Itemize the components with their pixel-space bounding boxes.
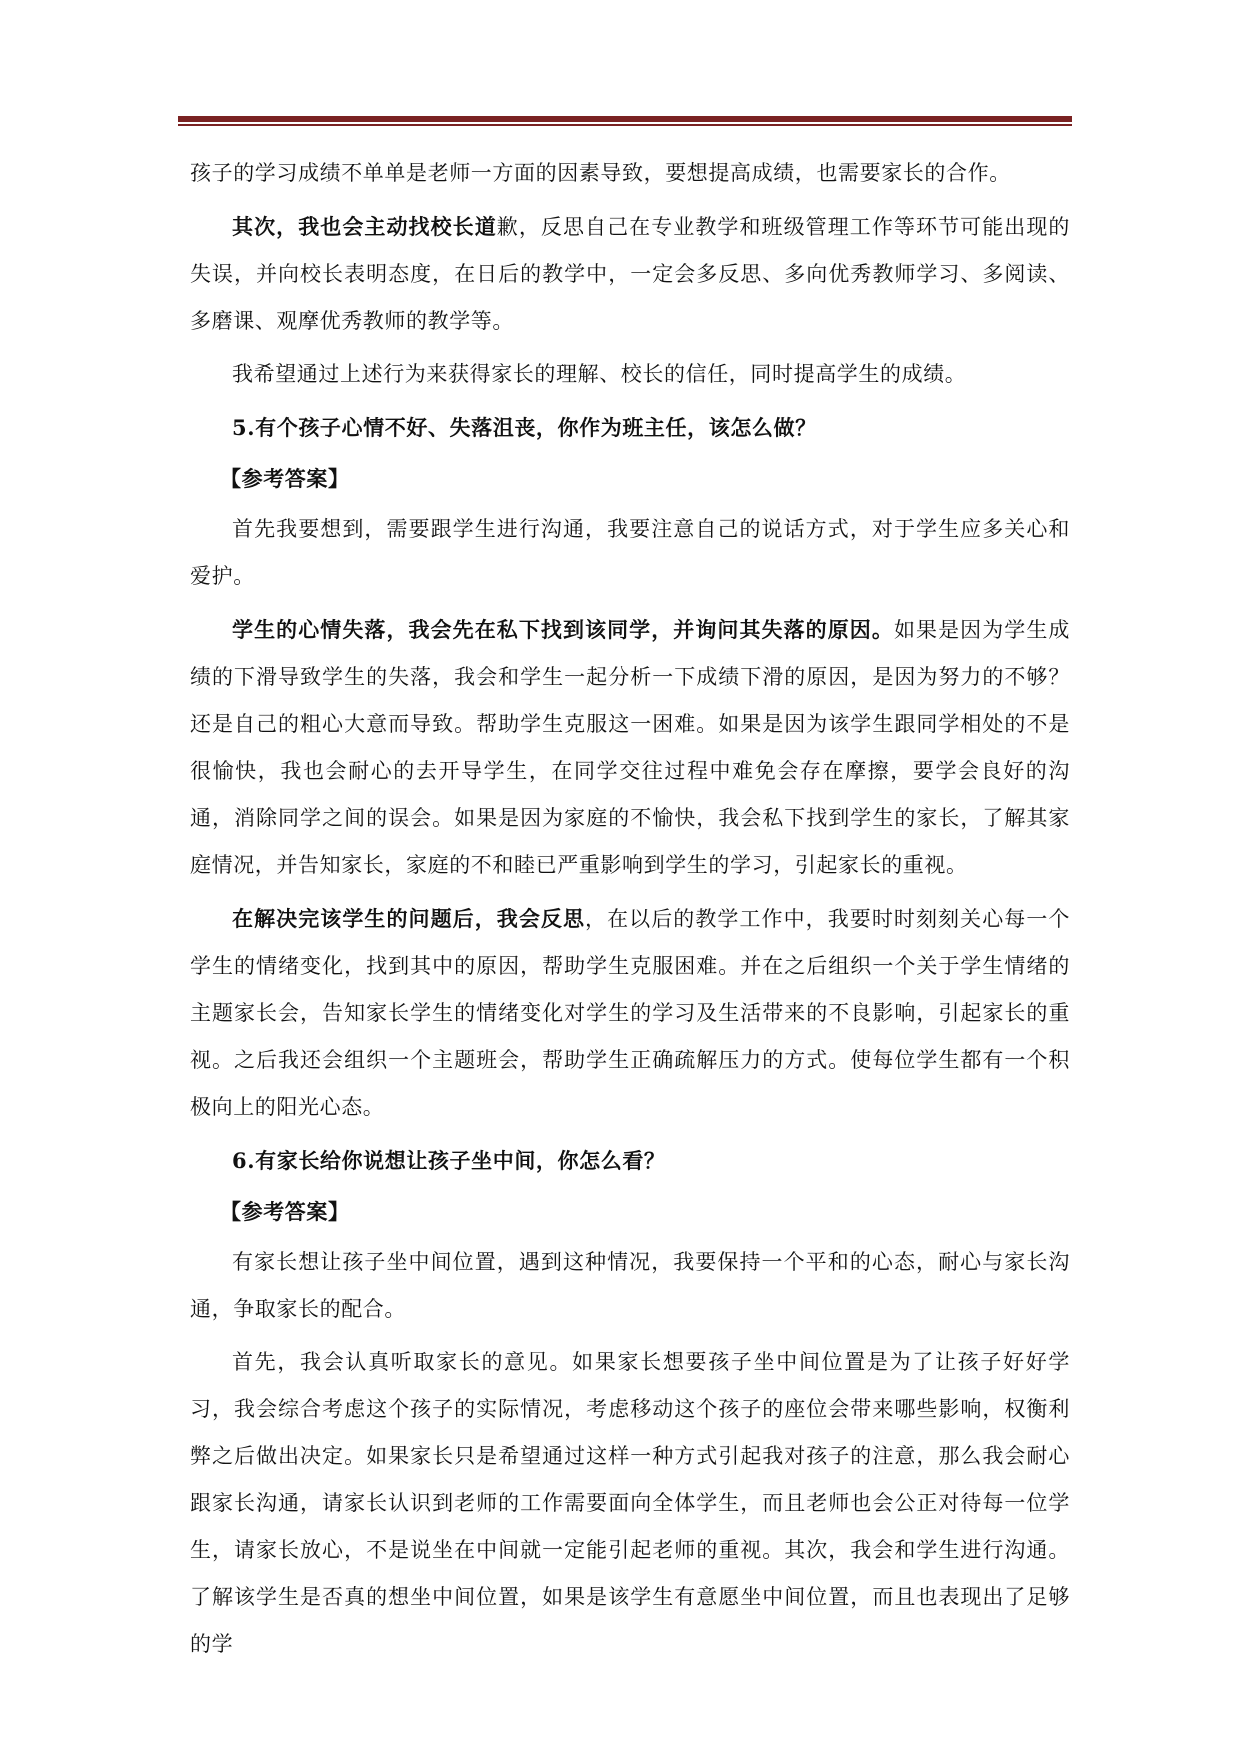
question-5-paragraph-1: 首先我要想到，需要跟学生进行沟通，我要注意自己的说话方式，对于学生应多关心和爱护。: [190, 517, 1070, 588]
question-5-paragraph-2-text: 如果是因为学生成绩的下滑导致学生的失落，我会和学生一起分析一下成绩下滑的原因，是因为努力的不够？还是自己的粗心大意而导致。帮助学生克服这一困难。如果是因为该学生跟同学相处的不是很愉快，我也会耐心的去开导学生，在同学交往过程中难免会存在摩擦，要学会良好的沟通，消除同学之间的误会。如果是因为家庭的不愉快，我会私下找到学生的家长，了解其家庭情况，并告知家长，家庭的不和睦已严重影响到学生的学习，引起家长的重视。: [190, 618, 1070, 877]
header-rule: [178, 116, 1072, 126]
question-6-paragraph-1: 有家长想让孩子坐中间位置，遇到这种情况，我要保持一个平和的心态，耐心与家长沟通，争取家长的配合。: [190, 1250, 1070, 1321]
question-5-answer-label: 【参考答案】: [220, 466, 350, 491]
paragraph-secondly-bold: 其次，我也会主动找校长道: [232, 214, 497, 239]
header-rule-thin: [178, 124, 1072, 126]
question-5-paragraph-2-bold: 学生的心情失落，我会先在私下找到该同学，并询问其失落的原因。: [232, 617, 894, 642]
paragraph-secondly-text: 歉，反思自己在专业教学和班级管理工作等环节可能出现的失误，并向校长表明态度，在日后的教学中，一定会多反思、多向优秀教师学习、多阅读、多磨课、观摩优秀教师的教学等。: [190, 215, 1070, 333]
question-6-paragraph-2: 首先，我会认真听取家长的意见。如果家长想要孩子坐中间位置是为了让孩子好好学习，我会综合考虑这个孩子的实际情况，考虑移动这个孩子的座位会带来哪些影响，权衡利弊之后做出决定。如果家长只是希望通过这样一种方式引起我对孩子的注意，那么我会耐心跟家长沟通，请家长认识到老师的工作需要面向全体学生，而且老师也会公正对待每一位学生，请家长放心，不是说坐在中间就一定能引起老师的重视。其次，我会和学生进行沟通。了解该学生是否真的想坐中间位置，如果是该学生有意愿坐中间位置，而且也表现出了足够的学: [190, 1350, 1070, 1656]
paragraph-hope: 我希望通过上述行为来获得家长的理解、校长的信任，同时提高学生的成绩。: [232, 362, 967, 386]
question-5-paragraph-3: [190, 895, 1070, 1131]
paragraph-continuation: 孩子的学习成绩不单单是老师一方面的因素导致，要想提高成绩，也需要家长的合作。: [190, 161, 1011, 185]
question-5-paragraph-3-bold: 在解决完该学生的问题后，我会反思: [232, 906, 586, 931]
question-5-title: 5.有个孩子心情不好、失落沮丧，你作为班主任，该怎么做？: [232, 415, 817, 440]
question-6-title: 6.有家长给你说想让孩子坐中间，你怎么看？: [232, 1148, 666, 1173]
question-5-paragraph-3-text: ，在以后的教学工作中，我要时时刻刻关心每一个学生的情绪变化，找到其中的原因，帮助学生克服困难。并在之后组织一个关于学生情绪的主题家长会，告知家长学生的情绪变化对学生的学习及生活带来的不良影响，引起家长的重视。之后我还会组织一个主题班会，帮助学生正确疏解压力的方式。使每位学生都有一个积极向上的阳光心态。: [190, 907, 1070, 1119]
paragraph-secondly: [190, 203, 1070, 345]
document-body: [190, 150, 1070, 1668]
header-rule-thick: [178, 116, 1072, 122]
question-6-answer-label: 【参考答案】: [220, 1199, 350, 1224]
question-5-paragraph-2: [190, 606, 1070, 889]
